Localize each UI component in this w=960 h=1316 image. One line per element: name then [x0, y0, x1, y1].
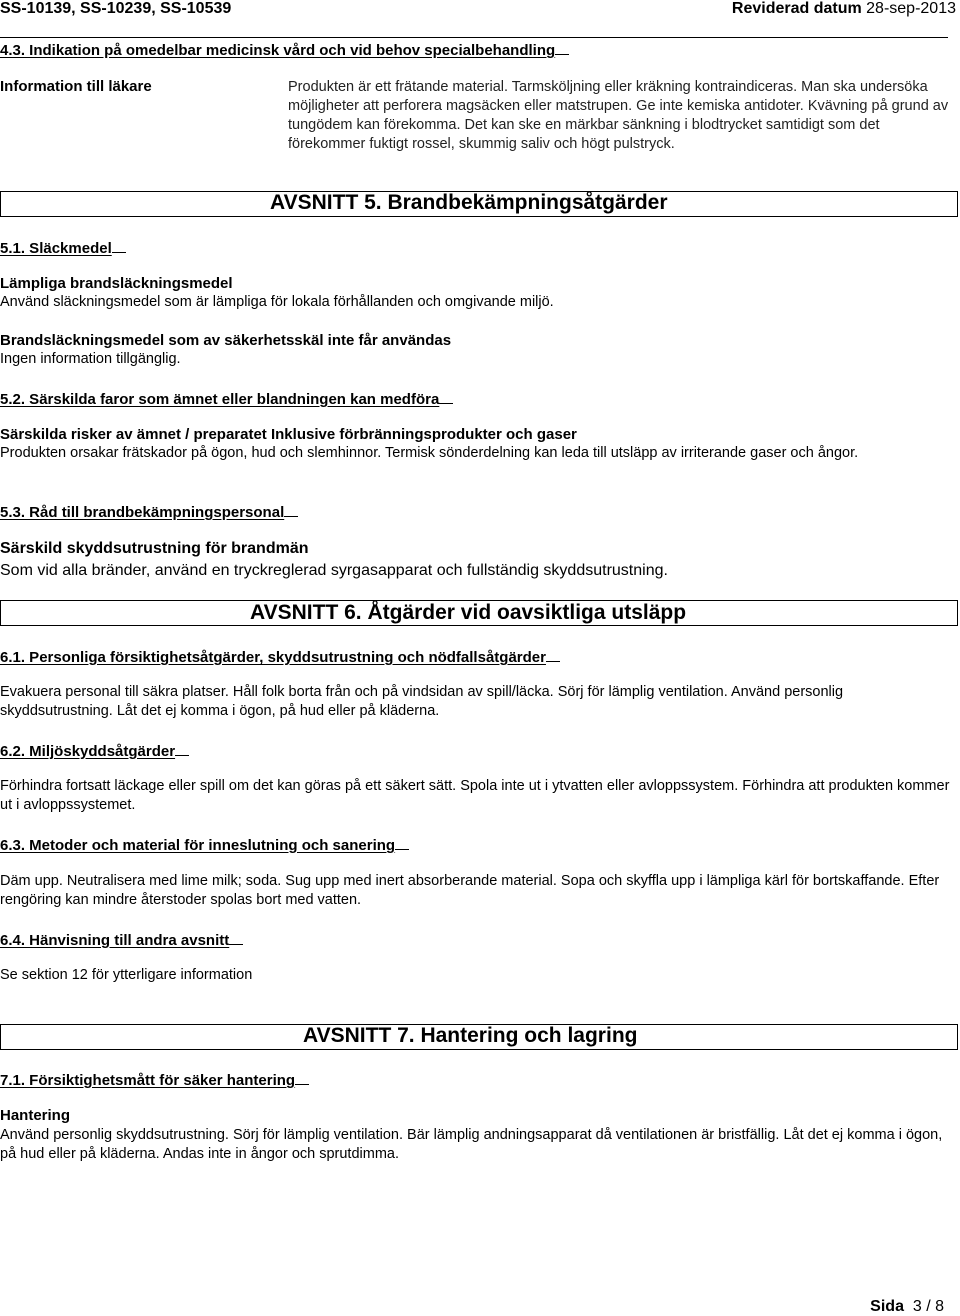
firefighter-equipment-label: Särskild skyddsutrustning för brandmän	[0, 540, 309, 557]
subsection-6-2-heading: 6.2. Miljöskyddsåtgärder	[0, 741, 189, 760]
page-number	[870, 1298, 944, 1316]
hazards-label: Särskilda risker av ämnet / preparatet Inklusive förbränningsprodukter och gaser	[0, 426, 577, 443]
containment-methods-text: Däm upp. Neutralisera med lime milk; soda. Sug upp med inert absorberande material. Sopa och skyffla upp i lämpliga kärl för bortskaffande. Efter rengöring kan mindre återstoder spolas bort med vatten.	[0, 873, 940, 908]
page-number-value: 3 / 8	[912, 1298, 944, 1315]
subsection-5-3-heading: 5.3. Råd till brandbekämpningspersonal	[0, 502, 298, 521]
section-5-title: AVSNITT 5. Brandbekämpningsåtgärder	[270, 191, 668, 214]
other-sections-reference-text: Se sektion 12 för ytterligare information	[0, 967, 253, 983]
revised-label: Reviderad datum	[731, 0, 862, 17]
section-6-title: AVSNITT 6. Åtgärder vid oavsiktliga utsläpp	[250, 601, 687, 624]
hazards-text: Produkten orsakar frätskador på ögon, hud och slemhinnor. Termisk sönderdelning kan leda till utsläpp av irriterande gaser och ångor.	[0, 445, 859, 461]
subsection-6-3-heading: 6.3. Metoder och material för inneslutning och sanering	[0, 835, 409, 854]
subsection-5-2-heading: 5.2. Särskilda faror som ämnet eller blandningen kan medföra	[0, 389, 453, 408]
suitable-media-text: Använd släckningsmedel som är lämpliga för lokala förhållanden och omgivande miljö.	[0, 294, 554, 310]
page-label: Sida	[870, 1298, 904, 1315]
unsuitable-media-label: Brandsläckningsmedel som av säkerhetsskäl inte får användas	[0, 332, 452, 349]
firefighter-equipment-text: Som vid alla bränder, använd en tryckreglerad syrgasapparat och fullständig skyddsutrustning.	[0, 562, 668, 579]
section-7-title: AVSNITT 7. Hantering och lagring	[303, 1024, 638, 1047]
personal-precautions-text: Evakuera personal till säkra platser. Håll folk borta från och på vindsidan av spill/läcka. Sörj för lämplig ventilation. Använd personlig skyddsutrustning. Låt det ej komma i ögon, på hud eller på kläderna.	[0, 684, 844, 719]
unsuitable-media-text: Ingen information tillgänglig.	[0, 351, 181, 367]
handling-label: Hantering	[0, 1107, 71, 1124]
header-rule	[0, 37, 948, 38]
subsection-5-1-heading: 5.1. Släckmedel	[0, 238, 126, 257]
revised-date	[732, 0, 956, 18]
subsection-6-1-heading: 6.1. Personliga försiktighetsåtgärder, skyddsutrustning och nödfallsåtgärder	[0, 647, 560, 666]
suitable-media-label: Lämpliga brandsläckningsmedel	[0, 275, 233, 292]
subsection-7-1-heading: 7.1. Försiktighetsmått för säker hantering	[0, 1070, 309, 1089]
physician-info-text: Produkten är ett frätande material. Tarmsköljning eller kräkning kontraindiceras. Man ska undersöka möjligheter att perforera magsäcken eller matstrupen. Ge inte kemiska antidoter. Kvävning på grund av tungödem kan förekomma. Det kan ske en märkbar sänkning i blodtrycket samtidigt som det förekommer fuktigt rossel, skummig saliv och högt pulstryck.	[288, 79, 949, 152]
subsection-6-4-heading: 6.4. Hänvisning till andra avsnitt	[0, 930, 243, 949]
revised-date-value: 28-sep-2013	[866, 0, 956, 17]
product-codes: SS-10139, SS-10239, SS-10539	[0, 0, 232, 17]
physician-info-label: Information till läkare	[0, 78, 152, 95]
environmental-precautions-text: Förhindra fortsatt läckage eller spill om det kan göras på ett säkert sätt. Spola inte ut i ytvatten eller avloppssystem. Förhindra att produkten kommer ut i avloppssystemet.	[0, 778, 950, 813]
subsection-4-3-heading: 4.3. Indikation på omedelbar medicinsk vård och vid behov specialbehandling	[0, 40, 569, 59]
handling-text: Använd personlig skyddsutrustning. Sörj för lämplig ventilation. Bär lämplig andningsapparat då ventilationen är bristfällig. Låt det ej komma i ögon, på hud eller på kläderna. Andas inte in ångor och sprutdimma.	[0, 1127, 943, 1162]
